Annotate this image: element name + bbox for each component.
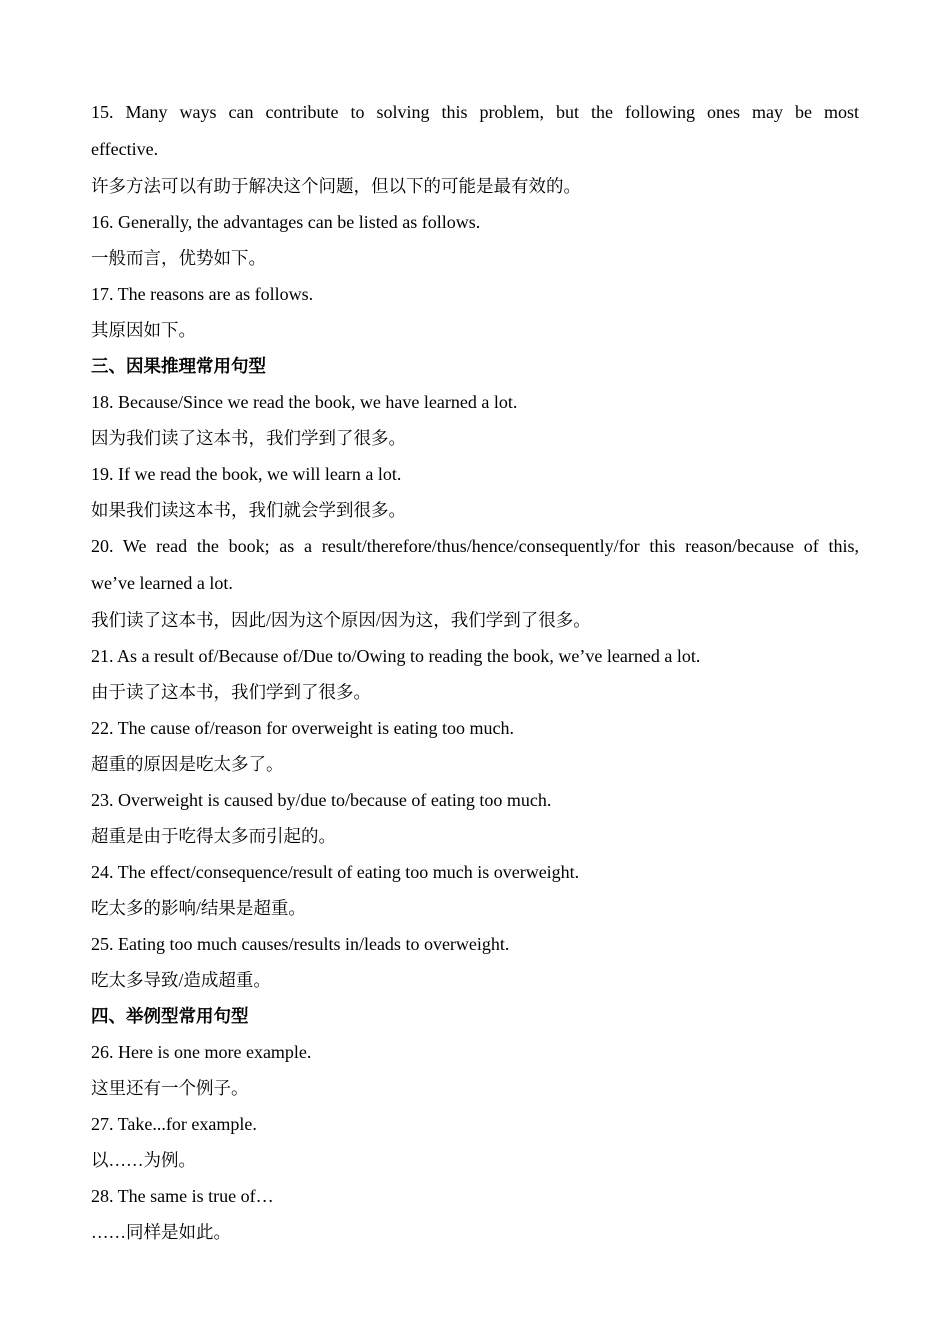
item-20-english-line-1: 20. We read the book; as a result/therefore/thus/hence/consequently/for this reason/because of this, bbox=[91, 536, 859, 556]
item-17-english: 17. The reasons are as follows. bbox=[91, 284, 314, 304]
item-16-english: 16. Generally, the advantages can be listed as follows. bbox=[91, 212, 481, 232]
item-18-chinese: 因为我们读了这本书，我们学到了很多。 bbox=[91, 428, 406, 448]
item-26-english: 26. Here is one more example. bbox=[91, 1042, 312, 1062]
item-27-english: 27. Take...for example. bbox=[91, 1114, 257, 1134]
item-21-chinese: 由于读了这本书，我们学到了很多。 bbox=[91, 682, 371, 702]
item-28-english: 28. The same is true of… bbox=[91, 1186, 274, 1206]
item-15-english-line-2: effective. bbox=[91, 139, 159, 159]
item-24-english: 24. The effect/consequence/result of eating too much is overweight. bbox=[91, 862, 580, 882]
section-3-heading: 三、因果推理常用句型 bbox=[91, 356, 266, 376]
section-4-heading: 四、举例型常用句型 bbox=[91, 1006, 249, 1026]
item-24-chinese: 吃太多的影响/结果是超重。 bbox=[91, 898, 306, 918]
item-25-chinese: 吃太多导致/造成超重。 bbox=[91, 970, 271, 990]
document-page bbox=[91, 94, 859, 1250]
item-28-chinese: ……同样是如此。 bbox=[91, 1222, 231, 1242]
item-23-chinese: 超重是由于吃得太多而引起的。 bbox=[91, 826, 336, 846]
item-16-chinese: 一般而言，优势如下。 bbox=[91, 248, 266, 268]
item-22-english: 22. The cause of/reason for overweight is eating too much. bbox=[91, 718, 515, 738]
item-23-english: 23. Overweight is caused by/due to/because of eating too much. bbox=[91, 790, 552, 810]
item-22-chinese: 超重的原因是吃太多了。 bbox=[91, 754, 284, 774]
item-20-english-line-2: we’ve learned a lot. bbox=[91, 573, 233, 593]
item-15-english-line-1: 15. Many ways can contribute to solving this problem, but the following ones may be most bbox=[91, 102, 859, 122]
item-26-chinese: 这里还有一个例子。 bbox=[91, 1078, 249, 1098]
item-17-chinese: 其原因如下。 bbox=[91, 320, 196, 340]
item-20-chinese: 我们读了这本书，因此/因为这个原因/因为这，我们学到了很多。 bbox=[91, 610, 591, 630]
item-19-chinese: 如果我们读这本书，我们就会学到很多。 bbox=[91, 500, 406, 520]
item-21-english: 21. As a result of/Because of/Due to/Owing to reading the book, we’ve learned a lot. bbox=[91, 646, 701, 666]
item-19-english: 19. If we read the book, we will learn a lot. bbox=[91, 464, 402, 484]
item-15-chinese: 许多方法可以有助于解决这个问题，但以下的可能是最有效的。 bbox=[91, 176, 581, 196]
item-27-chinese: 以……为例。 bbox=[91, 1150, 196, 1170]
item-18-english: 18. Because/Since we read the book, we have learned a lot. bbox=[91, 392, 518, 412]
item-25-english: 25. Eating too much causes/results in/leads to overweight. bbox=[91, 934, 510, 954]
